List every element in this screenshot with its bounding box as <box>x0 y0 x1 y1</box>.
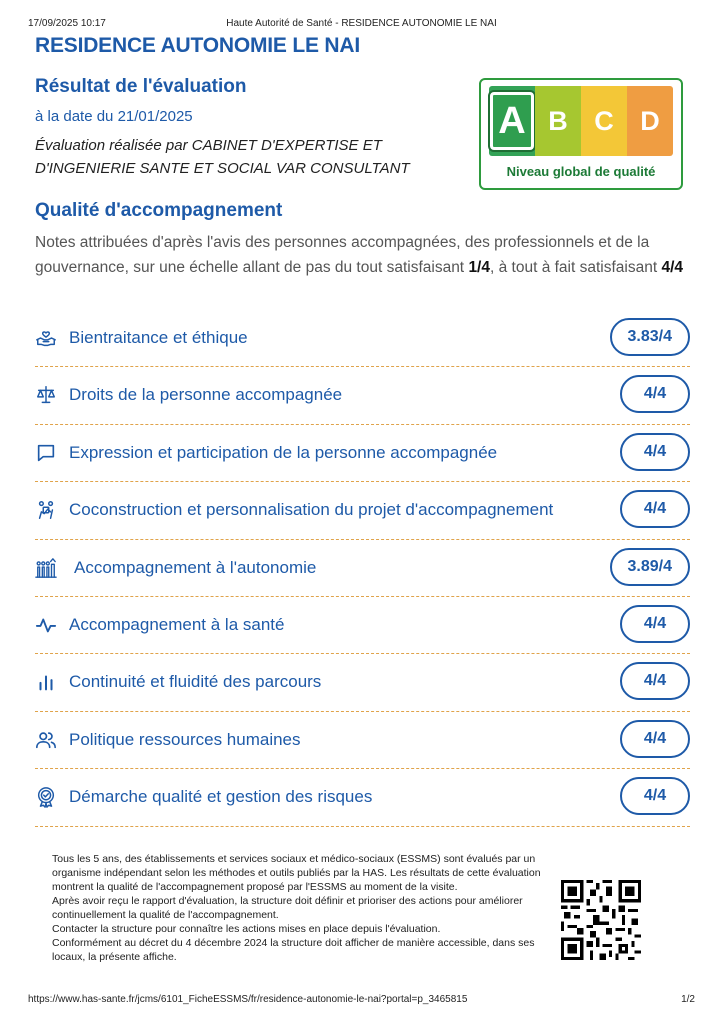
criterion-row <box>35 712 690 769</box>
criterion-score: 4/4 <box>620 490 690 528</box>
criterion-score: 4/4 <box>620 777 690 815</box>
info-paragraph: Conformément au décret du 4 décembre 2024 la structure doit afficher de manière accessible, dans ses locaux, la présente affiche. <box>52 937 535 963</box>
criteria-list <box>35 310 690 827</box>
criterion-score: 4/4 <box>620 605 690 643</box>
page-url: https://www.has-sante.fr/jcms/6101_FicheESSMS/fr/residence-autonomie-le-nai?portal=p_3465815 <box>28 994 468 1005</box>
speech-bubble-icon <box>35 442 57 464</box>
criterion-score: 3.83/4 <box>610 318 690 356</box>
criterion-label: Droits de la personne accompagnée <box>69 385 343 405</box>
criterion-label: Continuité et fluidité des parcours <box>69 672 322 692</box>
grade-b-cell: B <box>535 86 581 156</box>
desc-text-1: Notes attribuées d'après l'avis des personnes accompagnées, des professionnels et de la gouvernance, sur une échelle allant de pas du tout satisfaisant <box>35 234 650 276</box>
criterion-score: 4/4 <box>620 720 690 758</box>
criterion-score: 4/4 <box>620 662 690 700</box>
grade-d-cell: D <box>627 86 673 156</box>
quality-level-badge <box>479 78 683 190</box>
criterion-score: 4/4 <box>620 433 690 471</box>
print-datetime: 17/09/2025 10:17 <box>28 18 106 29</box>
criterion-row <box>35 482 690 539</box>
grade-c-cell: C <box>581 86 627 156</box>
criterion-score: 3.89/4 <box>610 548 690 586</box>
criterion-row <box>35 654 690 711</box>
criterion-label: Accompagnement à la santé <box>69 614 285 634</box>
quality-badge-icon <box>35 786 57 808</box>
criterion-row <box>35 769 690 826</box>
info-paragraph: Après avoir reçu le rapport d'évaluation, la structure doit définir et prioriser des actions pour améliorer continuellement la qualité de l'accompagnement. <box>52 895 523 921</box>
criterion-label: Coconstruction et personnalisation du projet d'accompagnement <box>69 500 554 520</box>
grade-a-cell <box>489 86 535 156</box>
print-page-title: Haute Autorité de Santé - RESIDENCE AUTONOMIE LE NAI <box>226 18 497 29</box>
users-icon <box>35 729 57 751</box>
grade-a-selected: A <box>490 92 534 150</box>
criterion-label: Accompagnement à l'autonomie <box>74 557 317 577</box>
criterion-row <box>35 425 690 482</box>
page-number: 1/2 <box>681 994 695 1005</box>
criterion-score: 4/4 <box>620 375 690 413</box>
quality-scale <box>489 86 673 156</box>
handshake-heart-icon <box>35 327 57 349</box>
criterion-row <box>35 310 690 367</box>
criterion-row <box>35 597 690 654</box>
criterion-row <box>35 367 690 424</box>
growth-chart-icon <box>35 557 57 579</box>
quality-description <box>35 230 690 280</box>
desc-text-2: , à tout à fait satisfaisant <box>490 259 662 276</box>
criterion-label: Expression et participation de la personne accompagnée <box>69 442 498 462</box>
print-header <box>28 18 695 32</box>
info-paragraph: Tous les 5 ans, des établissements et services sociaux et médico-sociaux (ESSMS) sont évalués par un organisme indépendant selon les méthodes et outils publiés par la HAS. Les résultats de cette évaluation montrent la qualité de l'accompagnement proposé par l'ESSMS au moment de la visite. <box>52 853 541 893</box>
scales-icon <box>35 384 57 406</box>
desc-min-score: 1/4 <box>468 259 490 276</box>
evaluation-heading: Résultat de l'évaluation <box>35 76 247 97</box>
evaluation-by: Évaluation réalisée par CABINET D'EXPERTISE ET D'INGENIERIE SANTE ET SOCIAL VAR CONSULTANT <box>35 137 410 177</box>
criterion-label: Politique ressources humaines <box>69 729 301 749</box>
evaluation-info <box>52 852 552 964</box>
criterion-label: Bientraitance et éthique <box>69 328 248 347</box>
puzzle-people-icon <box>35 499 57 521</box>
criterion-label: Démarche qualité et gestion des risques <box>69 787 373 807</box>
quality-heading: Qualité d'accompagnement <box>35 200 283 221</box>
qr-code <box>561 880 641 960</box>
badge-caption: Niveau global de qualité <box>506 164 656 179</box>
criterion-row <box>35 540 690 597</box>
evaluation-date: à la date du 21/01/2025 <box>35 108 193 125</box>
page-title: RESIDENCE AUTONOMIE LE NAI <box>35 34 360 57</box>
bar-chart-icon <box>35 671 57 693</box>
info-paragraph: Contacter la structure pour connaître les actions mises en place depuis l'évaluation. <box>52 923 441 935</box>
pulse-icon <box>35 614 57 636</box>
desc-max-score: 4/4 <box>661 259 684 276</box>
